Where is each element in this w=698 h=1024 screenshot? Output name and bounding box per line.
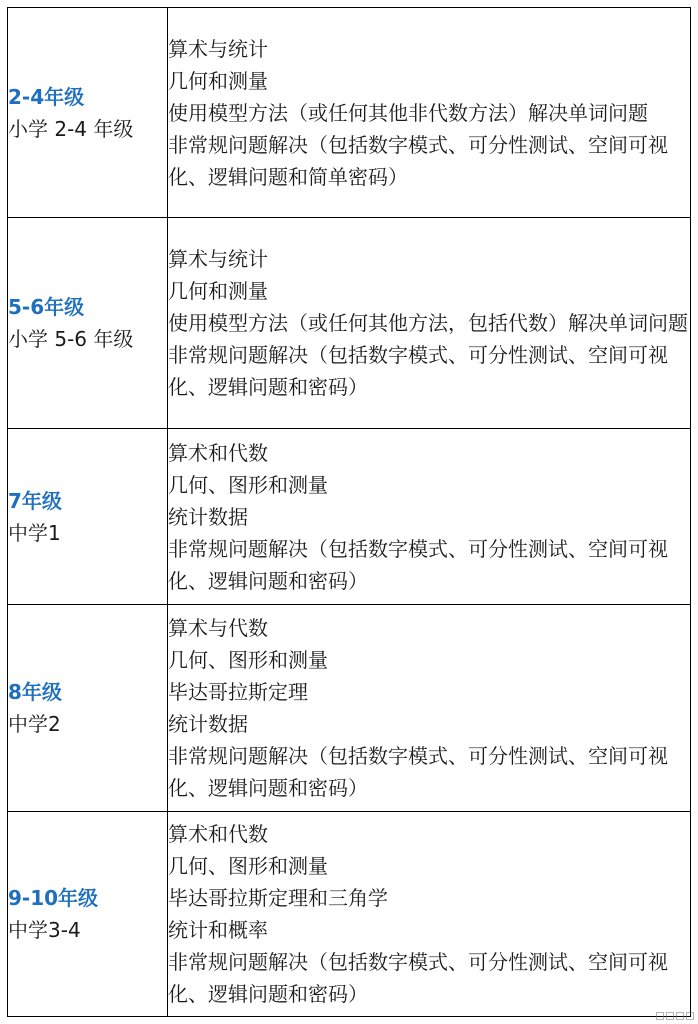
topic-item: 几何、图形和测量: [168, 854, 328, 878]
topic-item: 算术与代数: [168, 616, 268, 640]
topic-item: 非常规问题解决（包括数字模式、可分性测试、空间可视化、逻辑问题和简单密码）: [168, 132, 668, 189]
topic-item: 统计和概率: [168, 918, 268, 942]
grade-title: 5-6年级: [8, 295, 85, 319]
topic-item: 几何和测量: [168, 68, 268, 93]
grade-level: 中学2: [8, 712, 61, 736]
topic-item: 使用模型方法（或任何其他方法，包括代数）解决单词问题: [168, 311, 688, 335]
topic-item: 算术和代数: [168, 822, 268, 846]
grade-cell: [8, 218, 168, 429]
topic-item: 使用模型方法（或任何其他非代数方法）解决单词问题: [168, 100, 648, 125]
grade-level: 小学 5-6 年级: [8, 327, 134, 351]
topic-item: 非常规问题解决（包括数字模式、可分性测试、空间可视化、逻辑问题和密码）: [168, 950, 668, 1006]
topic-item: 毕达哥拉斯定理和三角学: [168, 886, 388, 910]
topics-cell: [168, 812, 691, 1017]
topic-item: 几何、图形和测量: [168, 472, 328, 497]
topic-item: 非常规问题解决（包括数字模式、可分性测试、空间可视化、逻辑问题和密码）: [168, 343, 668, 399]
topic-item: 统计数据: [168, 504, 248, 529]
grade-title: 9-10年级: [8, 886, 99, 910]
grade-title: 2-4年级: [8, 84, 85, 109]
topic-item: 非常规问题解决（包括数字模式、可分性测试、空间可视化、逻辑问题和密码）: [168, 536, 668, 593]
table-row: [8, 429, 691, 605]
topic-item: 算术与统计: [168, 36, 268, 61]
topics-cell: [168, 605, 691, 812]
grade-title: 8年级: [8, 680, 62, 704]
topic-item: 算术与统计: [168, 247, 268, 271]
grade-cell: [8, 429, 168, 605]
grade-cell: [8, 605, 168, 812]
grade-level: 小学 2-4 年级: [8, 116, 134, 141]
topic-item: 几何和测量: [168, 279, 268, 303]
topic-item: 几何、图形和测量: [168, 648, 328, 672]
curriculum-table: [7, 7, 691, 1017]
topics-cell: [168, 8, 691, 218]
table-row: [8, 218, 691, 429]
table-row: [8, 8, 691, 218]
topic-item: 算术和代数: [168, 440, 268, 465]
grade-level: 中学1: [8, 520, 61, 545]
grade-title: 7年级: [8, 488, 62, 513]
topic-item: 毕达哥拉斯定理: [168, 680, 308, 704]
grade-cell: [8, 8, 168, 218]
grade-cell: [8, 812, 168, 1017]
watermark-icon: [656, 1012, 696, 1021]
table-row: [8, 605, 691, 812]
topic-item: 统计数据: [168, 712, 248, 736]
topics-cell: [168, 218, 691, 429]
topics-cell: [168, 429, 691, 605]
topic-item: 非常规问题解决（包括数字模式、可分性测试、空间可视化、逻辑问题和密码）: [168, 744, 668, 800]
grade-level: 中学3-4: [8, 918, 81, 942]
table-row: [8, 812, 691, 1017]
